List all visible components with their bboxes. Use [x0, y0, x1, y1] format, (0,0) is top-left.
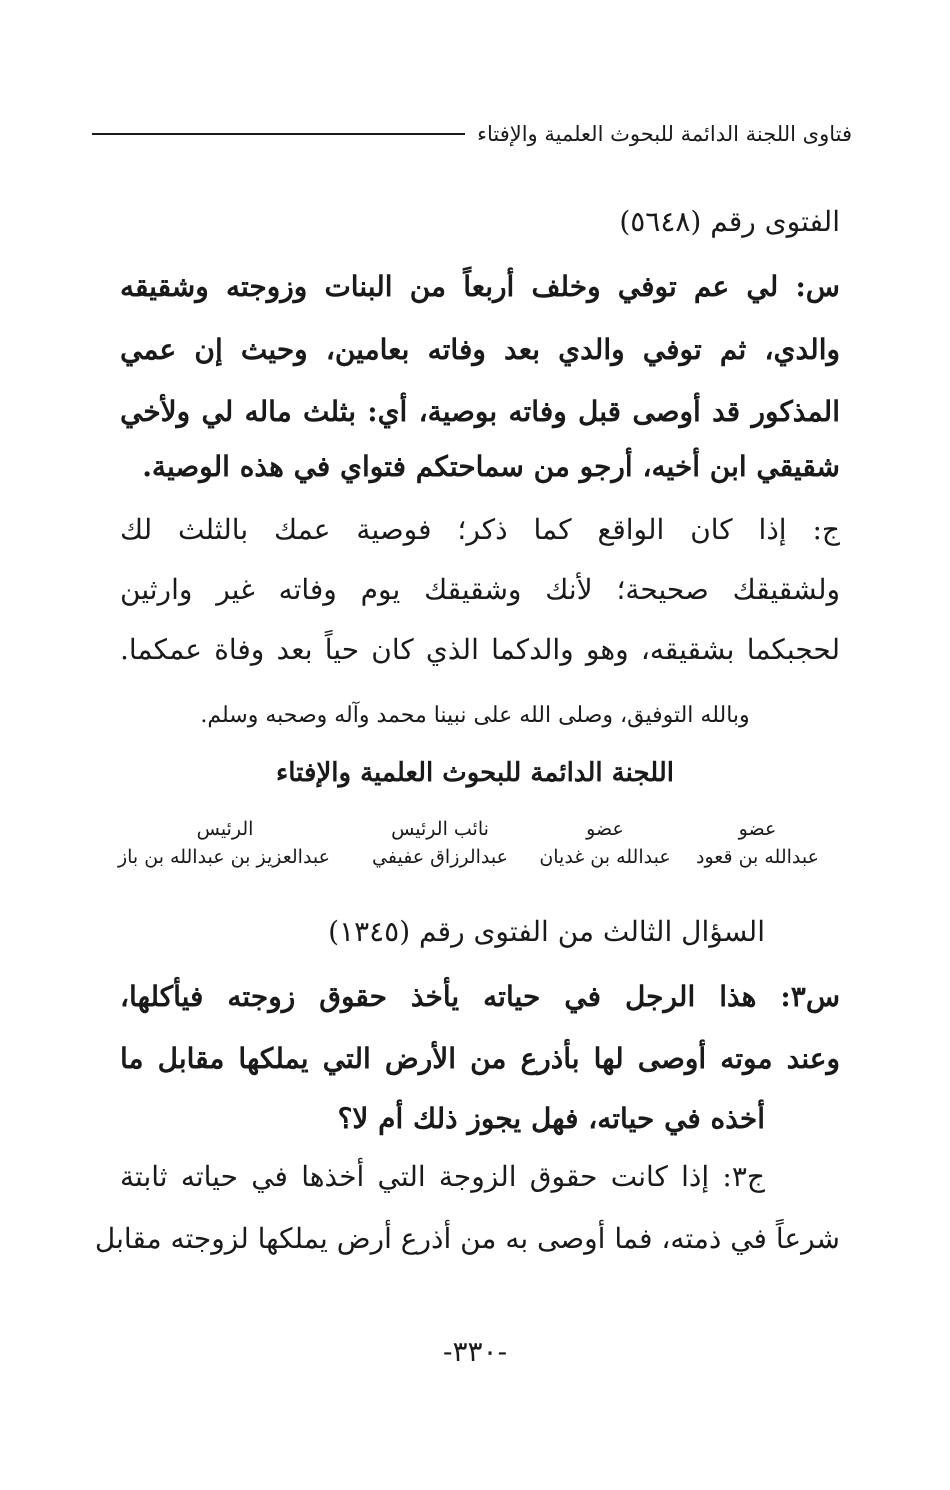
running-header-title: فتاوى اللجنة الدائمة للبحوث العلمية والإفتاء	[477, 122, 852, 146]
signatory-role: عضو	[738, 818, 777, 840]
header-rule	[92, 133, 465, 135]
answer-line: لحجبكما بشقيقه، وهو والدكما الذي كان حياً بعد وفاة عمكما.	[120, 633, 840, 666]
fatwa-number-heading: الفتوى رقم (٥٦٤٨)	[619, 205, 840, 238]
running-header	[92, 122, 852, 146]
answer-line: ج٣: إذا كانت حقوق الزوجة التي أخذها في حياته ثابتة	[120, 1160, 765, 1193]
signatory-member	[525, 818, 685, 868]
signatory-name: عبدالله بن غديان	[539, 846, 671, 868]
signatory-role: نائب الرئيس	[391, 818, 489, 840]
question-line: س٣: هذا الرجل في حياته يأخذ حقوق زوجته فيأكلها،	[120, 980, 840, 1013]
question-line: وعند موته أوصى لها بأذرع من الأرض التي يملكها مقابل ما	[120, 1042, 840, 1075]
answer-line: ج: إذا كان الواقع كما ذكر؛ فوصية عمك بالثلث لك	[120, 513, 840, 546]
signatory-name: عبدالعزيز بن عبدالله بن باز	[117, 846, 330, 868]
signatory-name: عبدالله بن قعود	[696, 846, 819, 868]
closing-prayer: وبالله التوفيق، وصلى الله على نبينا محمد وآله وصحبه وسلم.	[200, 703, 750, 728]
signatory-role: الرئيس	[196, 818, 254, 840]
question-line: والدي، ثم توفي والدي بعد وفاته بعامين، وحيث إن عمي	[120, 333, 840, 366]
page-number: -٣٣٠-	[442, 1335, 508, 1368]
signatory-role: عضو	[586, 818, 624, 840]
question-line: شقيقي ابن أخيه، أرجو من سماحتكم فتواي في هذه الوصية.	[142, 450, 840, 483]
question-line: س: لي عم توفي وخلف أربعاً من البنات وزوجته وشقيقه	[120, 270, 840, 303]
signatory-name: عبدالرزاق عفيفي	[372, 846, 508, 868]
fatwa-number-heading: السؤال الثالث من الفتوى رقم (١٣٤٥)	[328, 915, 765, 948]
answer-line: شرعاً في ذمته، فما أوصى به من أذرع أرض يملكها لزوجته مقابل	[94, 1222, 840, 1255]
signatory-vice-president	[355, 818, 525, 868]
question-line: أخذه في حياته، فهل يجوز ذلك أم لا؟	[337, 1102, 765, 1135]
committee-name: اللجنة الدائمة للبحوث العلمية والإفتاء	[276, 758, 674, 788]
question-line: المذكور قد أوصى قبل وفاته بوصية، أي: بثلث ماله لي ولأخي	[120, 395, 840, 428]
answer-line: ولشقيقك صحيحة؛ لأنك وشقيقك يوم وفاته غير وارثين	[120, 573, 840, 606]
signatory-president	[117, 818, 330, 868]
signatories	[117, 818, 820, 888]
signatory-member	[695, 818, 820, 868]
